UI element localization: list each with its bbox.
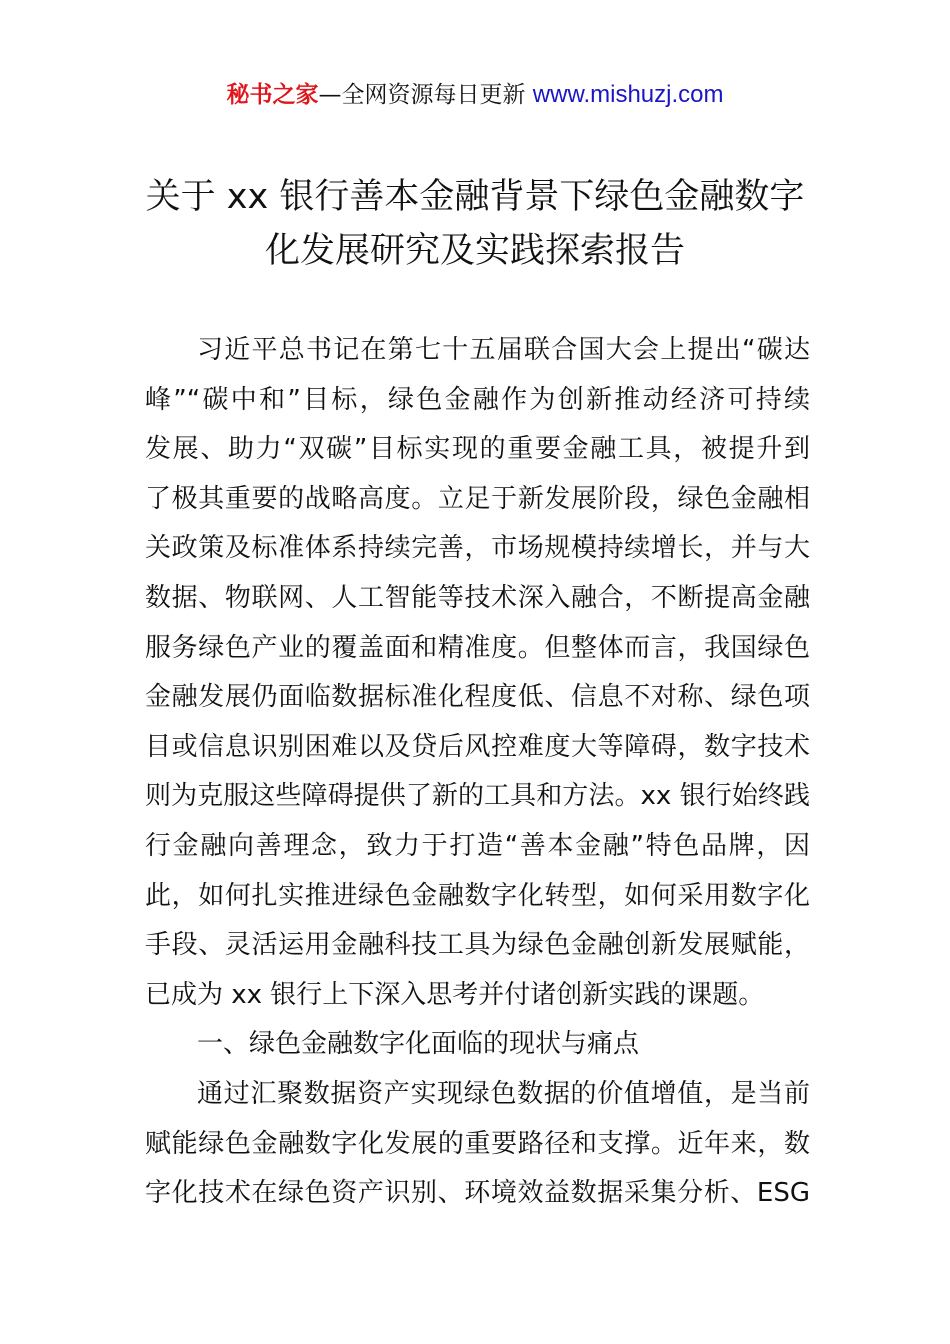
title-line: 关于 xx 银行善本金融背景下绿色金融数字 <box>145 177 805 217</box>
paragraph-line: 关政策及标准体系持续完善，市场规模持续增长，并与大 <box>145 533 810 564</box>
paragraph-line: 赋能绿色金融数字化发展的重要路径和支撑。近年来，数 <box>145 1128 810 1159</box>
document-body <box>145 326 810 1219</box>
paragraph-line: 则为克服这些障碍提供了新的工具和方法。xx 银行始终践 <box>145 781 810 812</box>
paragraph-line: 数据、物联网、人工智能等技术深入融合，不断提高金融 <box>145 582 810 613</box>
site-header <box>0 78 950 112</box>
paragraph-line: 手段、灵活运用金融科技工具为绿色金融创新发展赋能， <box>145 930 810 961</box>
paragraph-line: 服务绿色产业的覆盖面和精准度。但整体而言，我国绿色 <box>145 632 810 663</box>
paragraph-line: 行金融向善理念，致力于打造“善本金融”特色品牌，因 <box>145 830 810 861</box>
document-title <box>100 170 850 278</box>
section-heading: 一、绿色金融数字化面临的现状与痛点 <box>197 1029 640 1060</box>
paragraph-1 <box>145 326 810 1020</box>
paragraph-line: 习近平总书记在第七十五届联合国大会上提出“碳达 <box>197 335 810 365</box>
brand-name: 秘书之家 <box>226 82 319 108</box>
paragraph-line: 目或信息识别困难以及贷后风控难度大等障碍，数字技术 <box>145 731 810 762</box>
site-tagline: —全网资源每日更新 <box>318 82 533 108</box>
paragraph-line: 发展、助力“双碳”目标实现的重要金融工具，被提升到 <box>145 434 810 465</box>
paragraph-line: 字化技术在绿色资产识别、环境效益数据采集分析、ESG <box>145 1178 810 1209</box>
paragraph-line: 此，如何扎实推进绿色金融数字化转型，如何采用数字化 <box>145 880 810 911</box>
paragraph-line: 峰”“碳中和”目标，绿色金融作为创新推动经济可持续 <box>145 384 810 415</box>
paragraph-2 <box>145 1070 810 1219</box>
paragraph-line: 金融发展仍面临数据标准化程度低、信息不对称、绿色项 <box>145 682 810 713</box>
title-line: 化发展研究及实践探索报告 <box>264 231 685 271</box>
paragraph-line: 通过汇聚数据资产实现绿色数据的价值增值，是当前 <box>197 1078 810 1109</box>
paragraph-line: 已成为 xx 银行上下深入思考并付诸创新实践的课题。 <box>145 979 765 1010</box>
site-url-link[interactable]: www.mishuzj.com <box>532 81 724 108</box>
paragraph-line: 了极其重要的战略高度。立足于新发展阶段，绿色金融相 <box>145 483 810 514</box>
